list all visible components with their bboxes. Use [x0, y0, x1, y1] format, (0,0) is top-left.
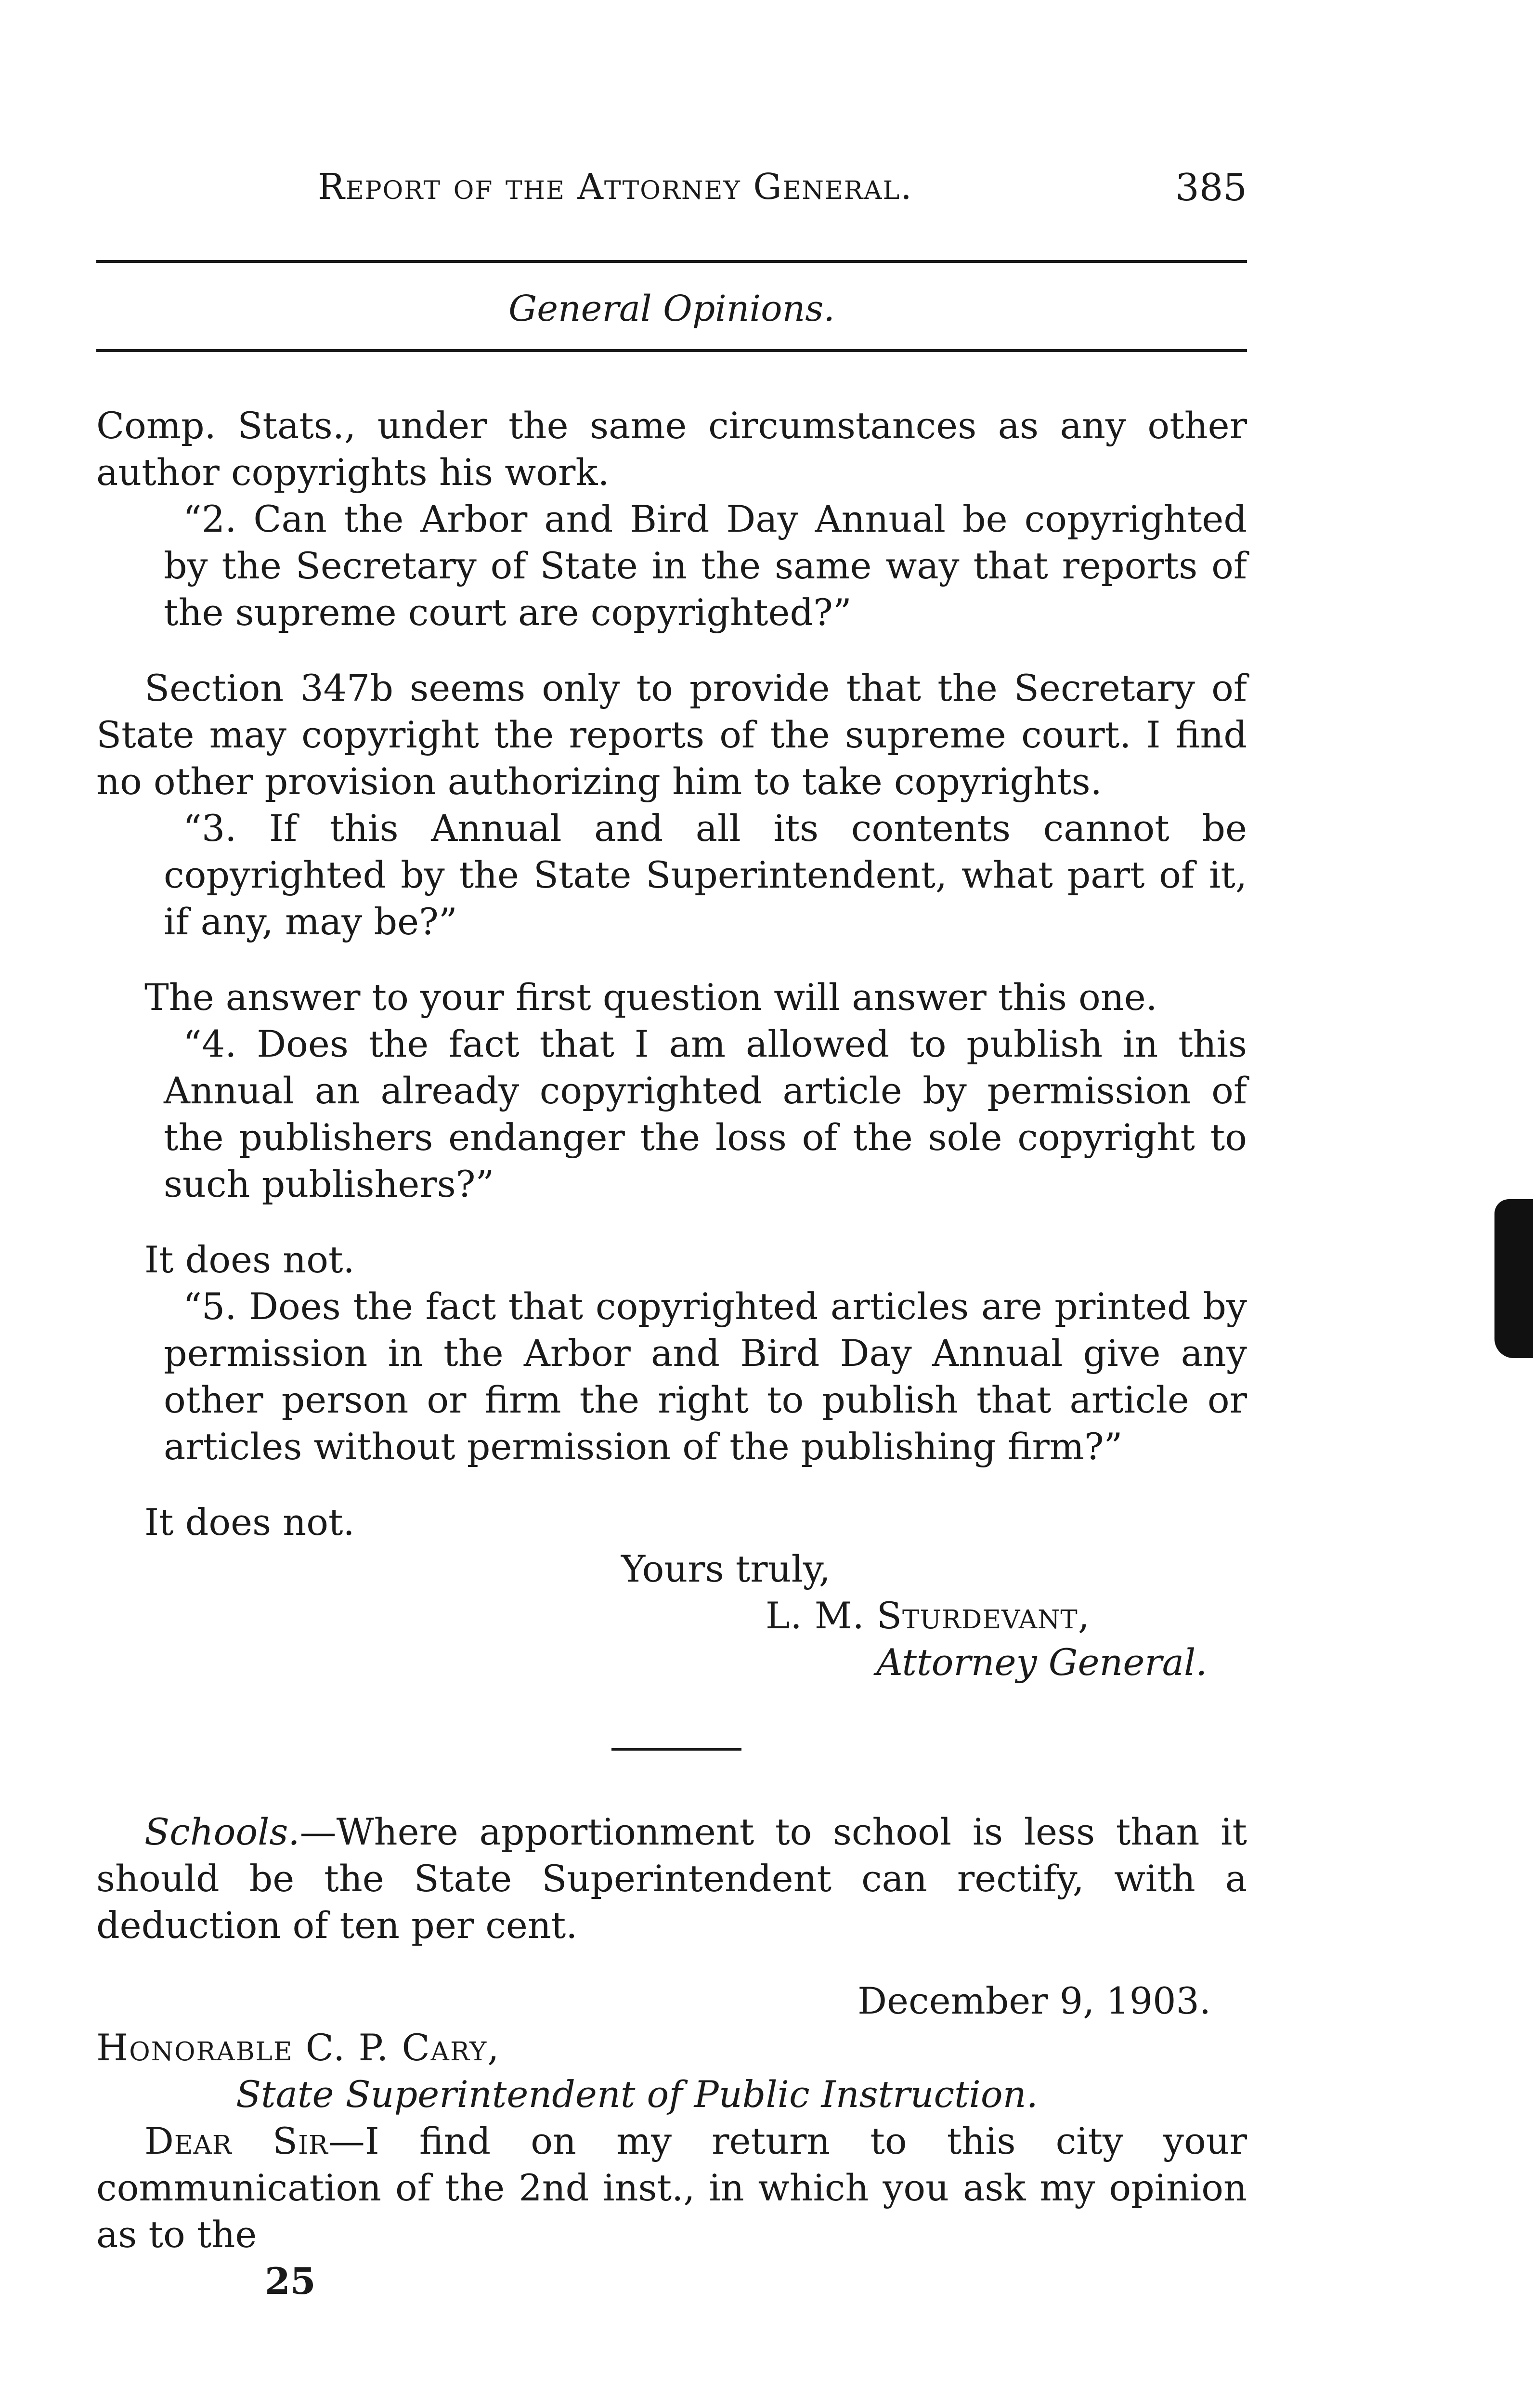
letter-salutation: Dear Sir	[144, 2120, 328, 2162]
question-2: “2. Can the Arbor and Bird Day Annual be copyrighted by the Secretary of State in the same way that reports of the supreme court are copyrighted?”	[164, 497, 1247, 634]
body-text	[96, 402, 1247, 2304]
opinion-summary	[96, 1808, 1247, 1949]
opinion-topic: Schools.	[144, 1810, 300, 1853]
header-rule-top	[96, 260, 1247, 263]
running-title: Report of the Attorney General.	[318, 166, 913, 208]
signature-closing: Yours truly,	[621, 1547, 831, 1590]
letter-opening-text: —I find on my return to this city your communication of the 2nd inst., in which you ask my opinion as to the	[96, 2120, 1247, 2256]
answer-2: Section 347b seems only to provide that the Secretary of State may copyright the reports of the supreme court. I find no other provision authorizing him to take copyrights.	[96, 667, 1247, 803]
letter-addressee: Honorable C. P. Cary,	[96, 2026, 500, 2069]
section-heading: General Opinions.	[508, 288, 835, 329]
printer-signature-mark: 25	[265, 2260, 316, 2303]
page-number: 385	[1175, 166, 1247, 209]
letter-date: December 9, 1903.	[857, 1979, 1211, 2022]
signature-name: L. M. Sturdevant,	[766, 1594, 1090, 1637]
page-edge-tab	[1494, 1199, 1533, 1358]
question-4: “4. Does the fact that I am allowed to publish in this Annual an already copyrighted article by permission of the publishers endanger the loss of the sole copyright to such publishers?”	[164, 1022, 1247, 1205]
letter-addressee-title: State Superintendent of Public Instruction.	[236, 2073, 1038, 2116]
paragraph-continuation: Comp. Stats., under the same circumstances as any other author copyrights his work.	[96, 404, 1247, 494]
letter-opening	[96, 2118, 1247, 2258]
answer-3: The answer to your first question will answer this one.	[144, 976, 1157, 1019]
header-rule-bottom	[96, 349, 1247, 352]
answer-5: It does not.	[144, 1501, 355, 1544]
answer-4: It does not.	[144, 1238, 355, 1281]
question-5: “5. Does the fact that copyrighted articles are printed by permission in the Arbor and Bird Day Annual give any other person or firm the right to publish that article or articles without permission of the publishing firm?”	[164, 1285, 1247, 1468]
opinion-summary-text: —Where apportionment to school is less than it should be the State Superintendent can rectify, with a deduction of ten per cent.	[96, 1810, 1247, 1947]
page-header	[96, 166, 1247, 219]
signature-title: Attorney General.	[876, 1641, 1208, 1684]
question-3: “3. If this Annual and all its contents cannot be copyrighted by the State Superintendent, what part of it, if any, may be?”	[164, 807, 1247, 943]
